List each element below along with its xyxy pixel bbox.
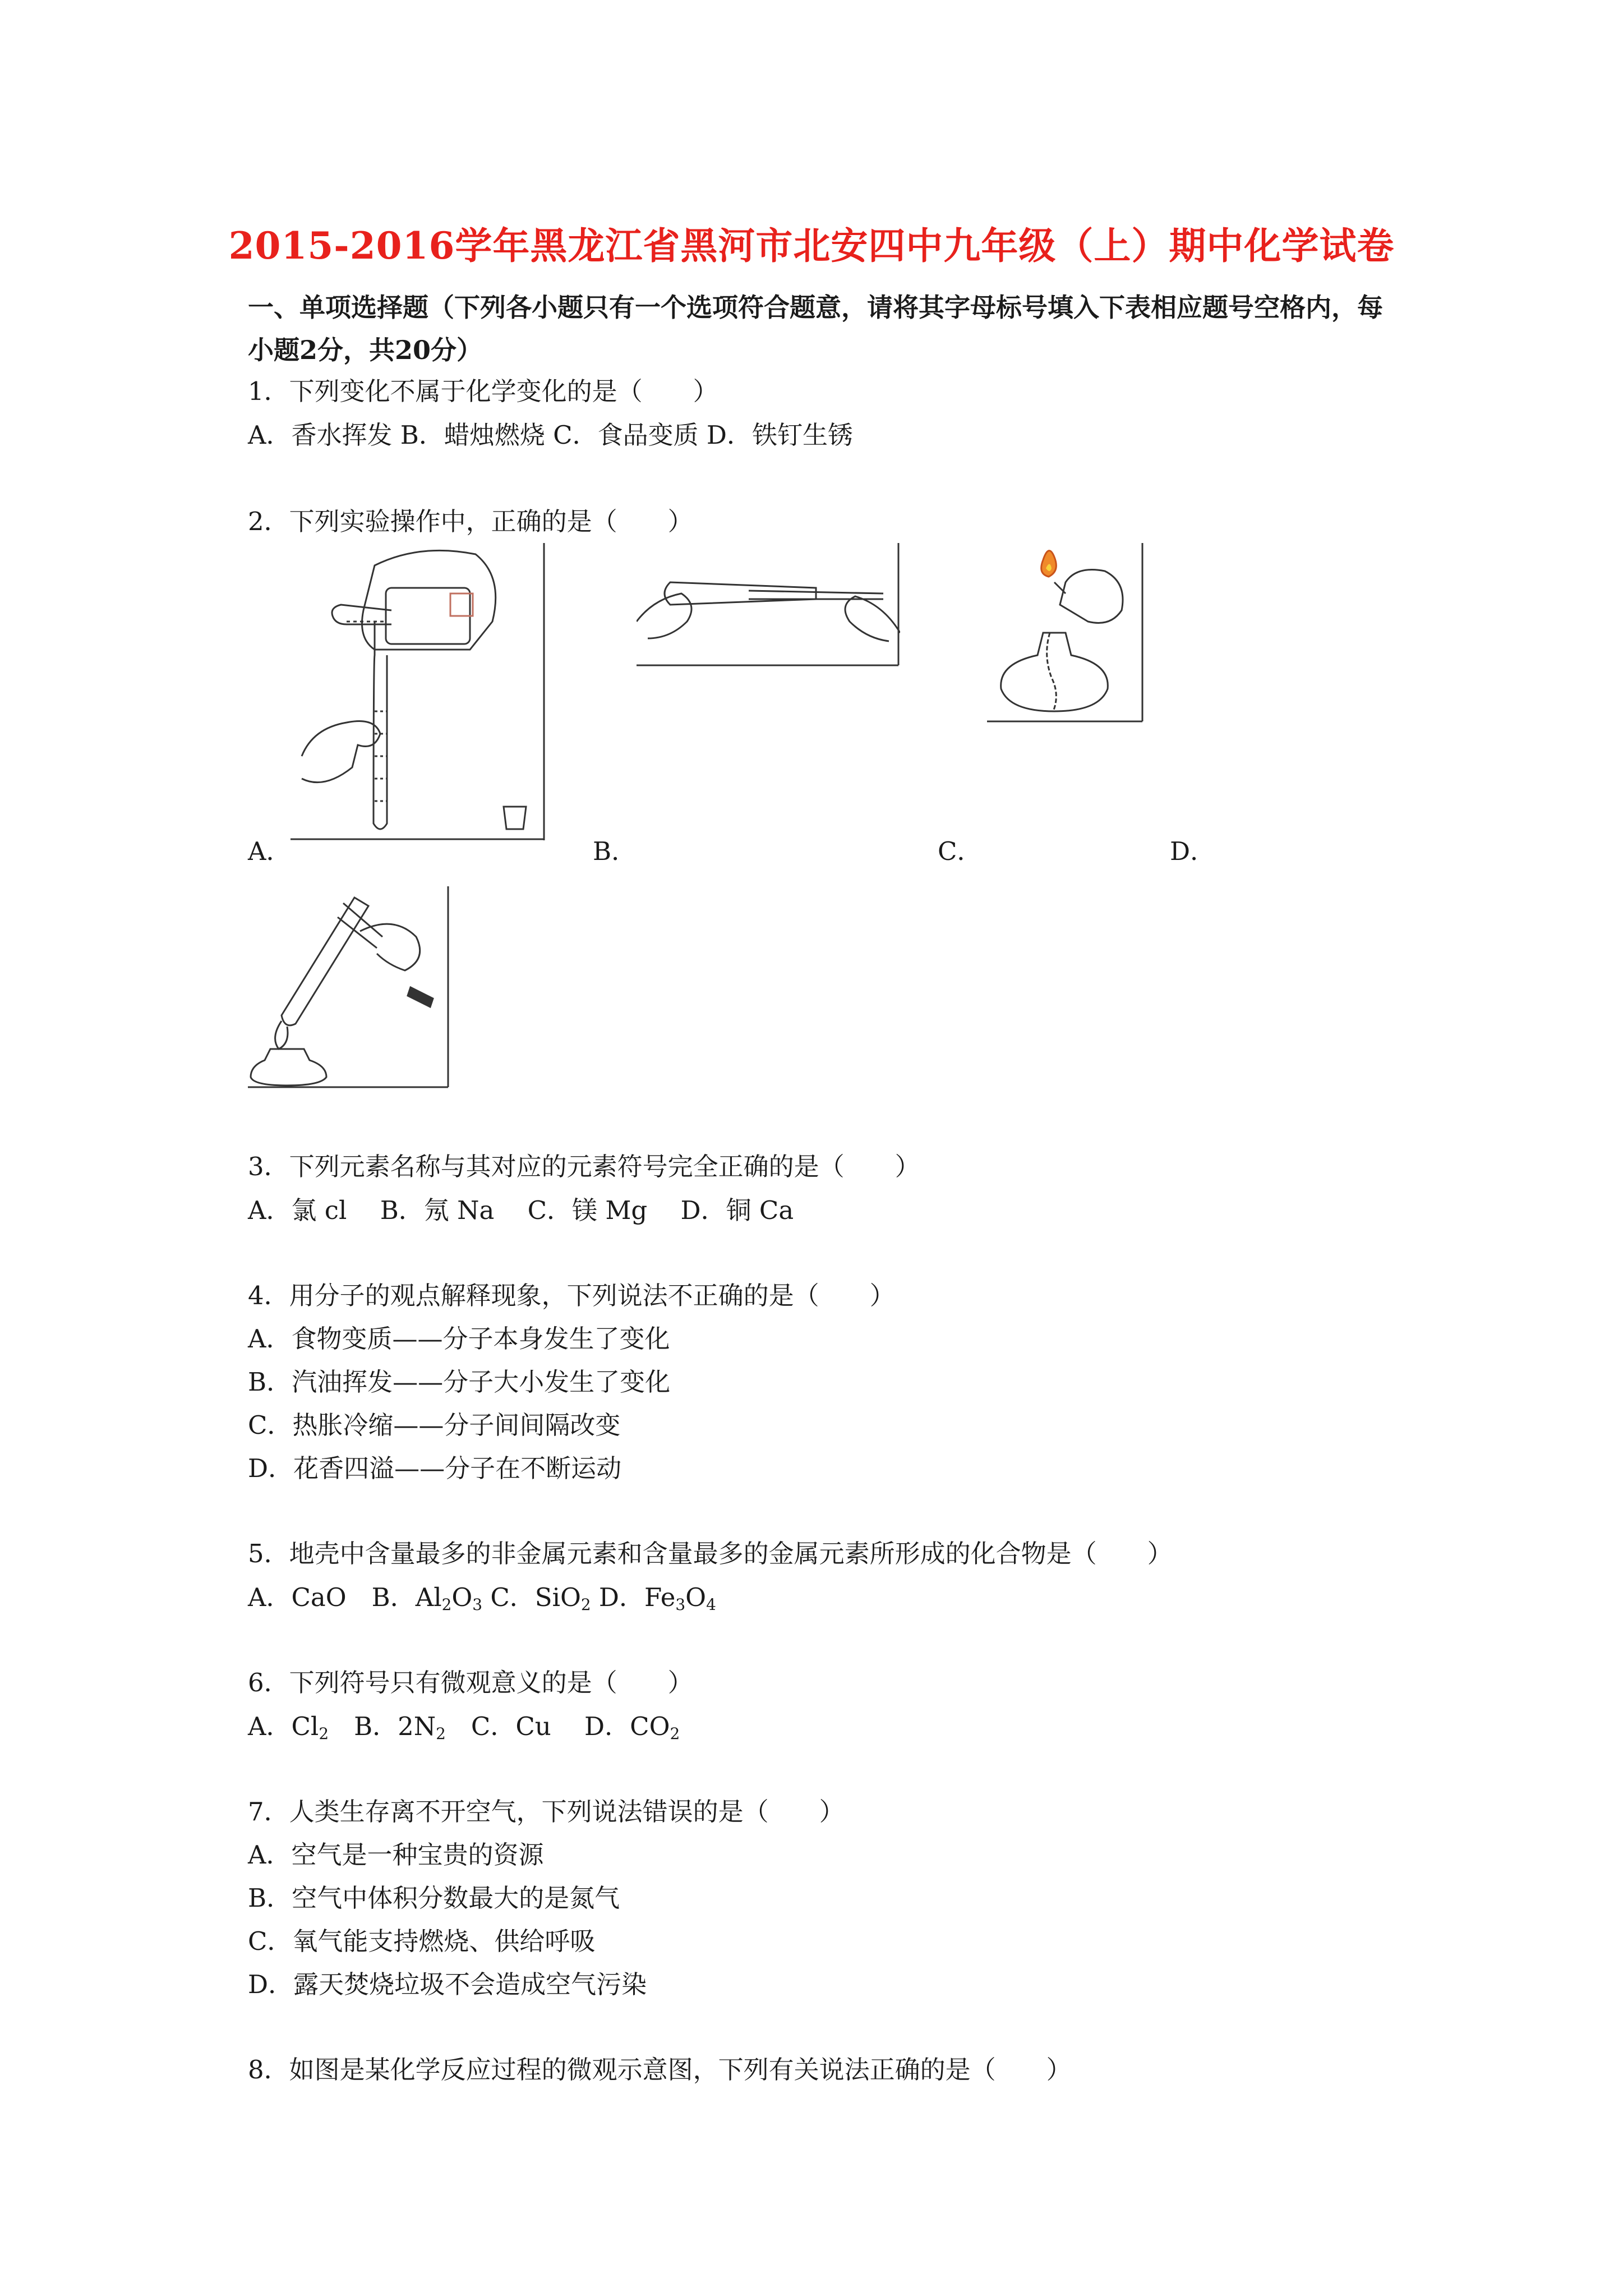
question-6-options: A．$Cl_2$ B．$2N_2$ C．Cu D．$CO_2$ [248, 1711, 680, 1743]
section-heading: 一、单项选择题（下列各小题只有一个选项符合题意，请将其字母标号填入下表相应题号空格内，每小题2分，共20分） [248, 292, 1383, 365]
question-3-options: A．氯 cl B．氖 Na C．镁 Mg D．铜 Ca [248, 1195, 794, 1225]
question-3-stem: 3．下列元素名称与其对应的元素符号完全正确的是（ ） [248, 1152, 920, 1181]
question-8-stem: 8．如图是某化学反应过程的微观示意图，下列有关说法正确的是（ ） [248, 2055, 1072, 2085]
question-4-option-a: A．食物变质——分子本身发生了变化 [248, 1324, 670, 1354]
question-5-stem: 5．地壳中含量最多的非金属元素和含量最多的金属元素所形成的化合物是（ ） [248, 1539, 1173, 1568]
question-4-option-b: B．汽油挥发——分子大小发生了变化 [248, 1367, 671, 1397]
figure-label-d: D． [1170, 836, 1216, 866]
figure-c [987, 543, 1144, 723]
figure-d [248, 886, 450, 1088]
question-5-options: A．CaO B．$Al_2O_3$ C．SiO$_2$ D．$Fe_3O_4$ [248, 1582, 716, 1614]
figure-a [291, 543, 546, 840]
question-2-stem: 2．下列实验操作中，正确的是（ ） [248, 507, 693, 536]
question-1-options: A．香水挥发 B．蜡烛燃烧 C．食品变质 D．铁钉生锈 [248, 420, 853, 450]
test-tube-flame-heating-icon [248, 886, 450, 1088]
question-7-option-b: B．空气中体积分数最大的是氮气 [248, 1883, 620, 1913]
question-7-option-c: C．氧气能支持燃烧、供给呼吸 [248, 1926, 596, 1956]
question-7-option-a: A．空气是一种宝贵的资源 [248, 1840, 544, 1870]
figure-label-a: A． [248, 836, 292, 866]
figure-label-b: B． [593, 836, 637, 866]
figure-label-c: C． [938, 836, 983, 866]
question-7-option-d: D．露天焚烧垃圾不会造成空气污染 [248, 1970, 647, 1999]
question-6-stem: 6．下列符号只有微观意义的是（ ） [248, 1668, 693, 1697]
question-7-stem: 7．人类生存离不开空气，下列说法错误的是（ ） [248, 1797, 845, 1826]
alcohol-lamp-lighting-icon [987, 543, 1144, 723]
figure-b [637, 543, 900, 666]
page-title: 2015-2016学年黑龙江省黑河市北安四中九年级（上）期中化学试卷 [228, 224, 1395, 268]
question-1-stem: 1．下列变化不属于化学变化的是（ ） [248, 376, 718, 406]
question-4-option-d: D．花香四溢——分子在不断运动 [248, 1453, 622, 1483]
pouring-liquid-icon [291, 543, 546, 840]
test-tube-heating-icon [637, 543, 900, 666]
question-4-stem: 4．用分子的观点解释现象，下列说法不正确的是（ ） [248, 1281, 895, 1310]
question-4-option-c: C．热胀冷缩——分子间间隔改变 [248, 1410, 621, 1440]
